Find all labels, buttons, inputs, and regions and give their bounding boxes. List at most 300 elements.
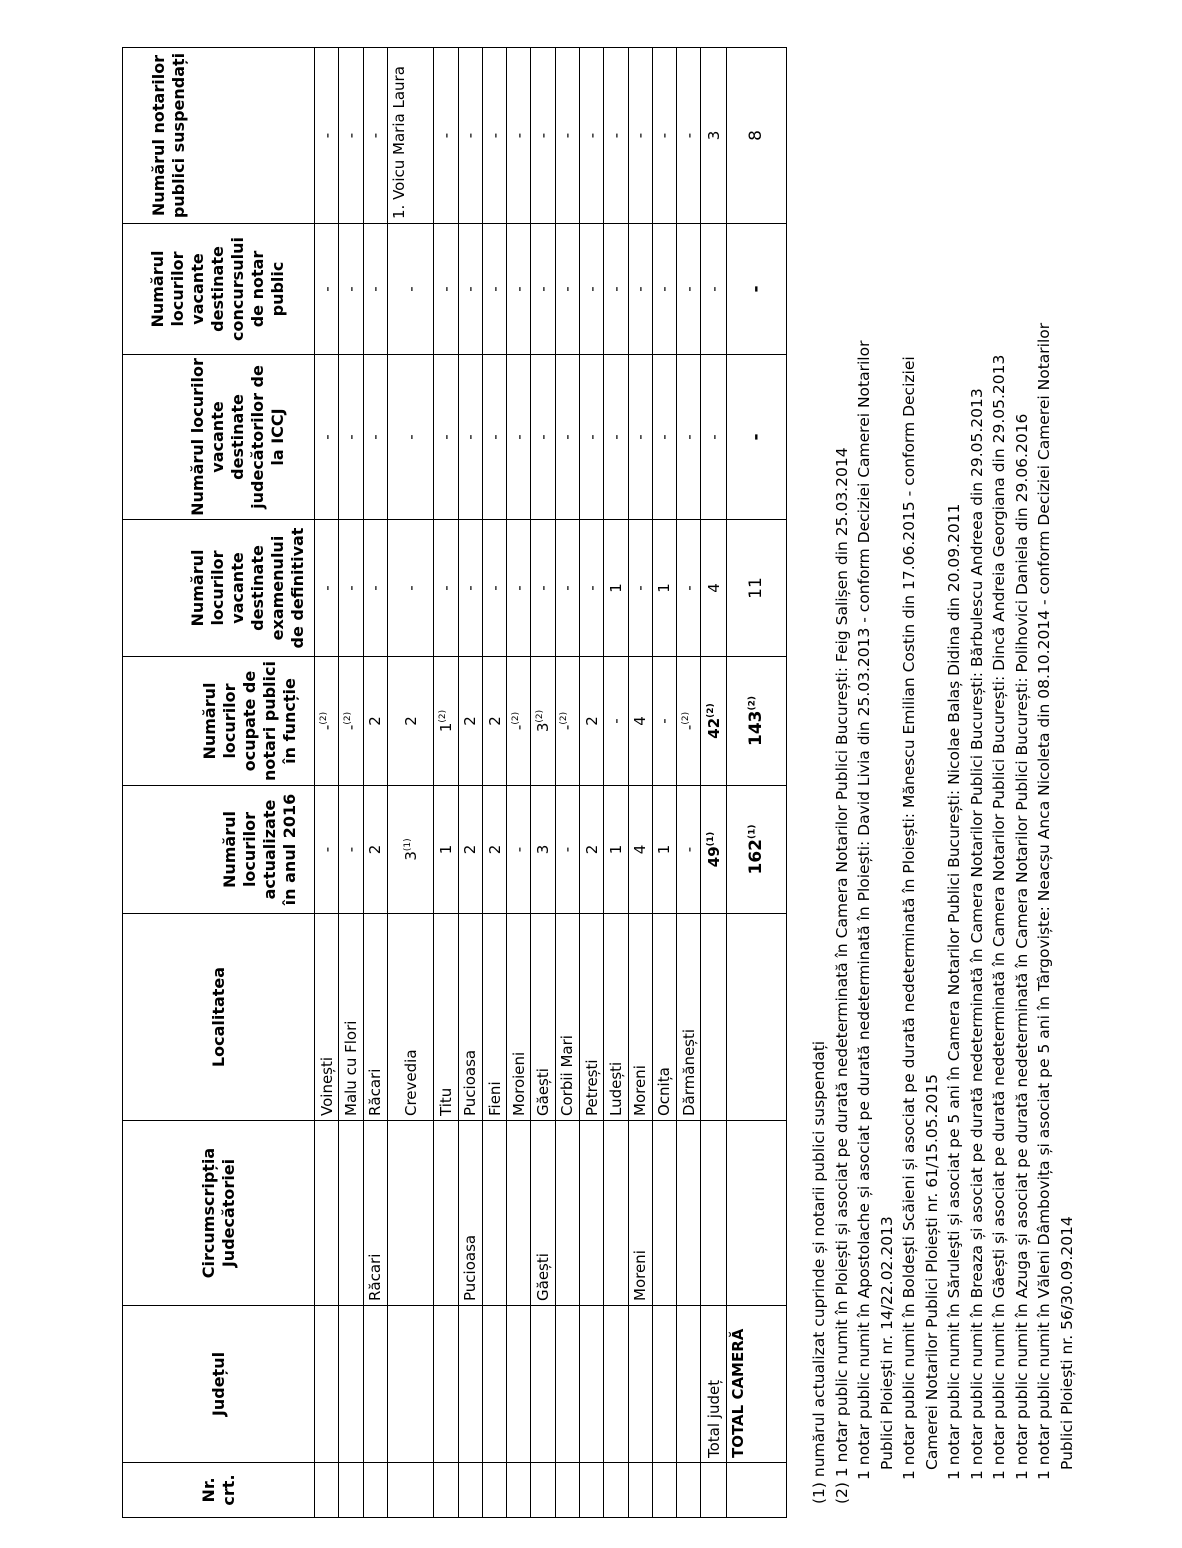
total-judet-ocupate-value: 42 [704, 717, 723, 739]
cell-ocupate-value: 2 [461, 716, 480, 726]
total-judet-concurs-value: - [704, 286, 723, 292]
header-localitatea: Localitatea [123, 914, 315, 1121]
cell-suspendati-value: - [655, 132, 674, 139]
table-row [387, 48, 433, 1518]
cell-actualizate-value: 2 [461, 844, 480, 855]
cell-concurs-value: - [461, 286, 480, 292]
cell-concurs-value: - [606, 286, 625, 292]
cell-ocupate [482, 657, 506, 786]
cell-concurs-value: - [509, 286, 528, 292]
total-judet-row [701, 48, 726, 1518]
total-judet-suspendati-value: 3 [704, 130, 723, 141]
cell-nr [434, 1463, 458, 1518]
total-camera-actualizate-note-ref: (1) [747, 824, 758, 839]
cell-concurs-value: - [317, 286, 336, 292]
cell-ocupate-value: 2 [366, 716, 385, 726]
cell-suspendati-value: - [679, 132, 698, 139]
cell-ocupate [531, 657, 555, 786]
total-judet-label [701, 1306, 726, 1463]
cell-ocupate [677, 657, 701, 786]
table-row [434, 48, 458, 1518]
header-iccj: Numărul locurilor vacante destinate judecătorilor de la ICCJ [123, 355, 315, 520]
cell-localitatea [434, 914, 458, 1121]
table-row [531, 48, 555, 1518]
cell-suspendati [507, 48, 531, 224]
cell-localitatea-value: Ludești [606, 1061, 625, 1116]
cell-ocupate [579, 657, 603, 786]
cell-localitatea-value: Găești [534, 1068, 553, 1116]
cell-suspendati-value: 1. Voicu Maria Laura [389, 66, 408, 219]
footnote-2-line: 1 notar public numit în Breaza și asociat pe durată nedeterminată în Camera Notarilor Publici București: Bărbulescu Andreea din 29.05.2013 [967, 388, 986, 1480]
cell-ocupate [507, 657, 531, 786]
cell-suspendati-value: - [461, 132, 480, 139]
cell-localitatea [531, 914, 555, 1121]
cell-actualizate-value: 4 [631, 844, 650, 855]
cell-iccj [555, 355, 579, 520]
total-camera-suspendati [726, 48, 786, 224]
cell-ocupate-note-ref: (2) [342, 711, 353, 725]
cell-suspendati [555, 48, 579, 224]
cell-ocupate [628, 657, 652, 786]
cell-examen [652, 520, 676, 657]
header-judet: Județul [123, 1306, 315, 1463]
cell-concurs [677, 224, 701, 355]
cell-judet [363, 1306, 387, 1463]
cell-examen [677, 520, 701, 657]
cell-iccj-value: - [366, 434, 385, 440]
table-row [363, 48, 387, 1518]
footnote-2-line: Publici Ploiești nr. 14/22.02.2013 [877, 1216, 896, 1470]
cell-actualizate [387, 786, 433, 914]
cell-actualizate [434, 786, 458, 914]
cell-iccj-value: - [631, 434, 650, 440]
cell-ocupate-note-ref: (2) [680, 711, 691, 725]
cell-iccj-value: - [606, 434, 625, 440]
total-camera-iccj [726, 355, 786, 520]
cell-actualizate [339, 786, 363, 914]
cell-iccj-value: - [436, 434, 455, 440]
cell-judet [652, 1306, 676, 1463]
cell-examen-value: 1 [606, 583, 625, 593]
cell-circumscriptia [652, 1121, 676, 1306]
cell-ocupate [458, 657, 482, 786]
table-header-row [123, 48, 315, 1518]
cell-localitatea-value: Voinești [317, 1056, 336, 1116]
cell-suspendati [363, 48, 387, 224]
cell-examen-value: - [401, 585, 420, 591]
cell-localitatea-value: Pucioasa [461, 1049, 480, 1116]
cell-concurs-value: - [401, 286, 420, 292]
cell-iccj [507, 355, 531, 520]
cell-concurs [315, 224, 339, 355]
cell-actualizate [531, 786, 555, 914]
cell-concurs-value: - [631, 286, 650, 292]
cell-circumscriptia [555, 1121, 579, 1306]
total-judet-ocupate [701, 657, 726, 786]
cell-localitatea-value: Răcari [366, 1068, 385, 1116]
cell-suspendati [531, 48, 555, 224]
cell-nr [458, 1463, 482, 1518]
cell-nr [315, 1463, 339, 1518]
table-row [507, 48, 531, 1518]
total-camera-row [726, 48, 786, 1518]
cell-circumscriptia [458, 1121, 482, 1306]
total-judet-examen [701, 520, 726, 657]
cell-actualizate-value: - [509, 846, 528, 853]
cell-ocupate-value: - [655, 718, 674, 724]
cell-circumscriptia [677, 1121, 701, 1306]
table-row [339, 48, 363, 1518]
cell-localitatea [507, 914, 531, 1121]
footnote-2-line: 1 notar public numit în Găești și asociat pe durată nedeterminată în Camera Notarilor Publici București: Dincă Andreia Georgiana din 29.05.2013 [990, 354, 1008, 1480]
cell-circumscriptia [507, 1121, 531, 1306]
header-circumscriptia: Circumscripția Judecătoriei [123, 1121, 315, 1306]
cell-examen [315, 520, 339, 657]
header-suspendati: Numărul notarilor publici suspendați [123, 48, 315, 224]
cell-examen [434, 520, 458, 657]
header-ocupate: Numărul locurilor ocupate de notari publici în funcție [123, 657, 315, 786]
cell-examen [458, 520, 482, 657]
cell-iccj [363, 355, 387, 520]
cell-iccj [434, 355, 458, 520]
cell-ocupate-value: - [606, 718, 625, 724]
cell-suspendati-value: - [436, 132, 455, 139]
cell-nr [387, 1463, 433, 1518]
cell-examen-value: - [341, 585, 360, 591]
cell-suspendati-value: - [366, 132, 385, 139]
cell-iccj-value: - [655, 434, 674, 440]
cell-localitatea [579, 914, 603, 1121]
cell-iccj [387, 355, 433, 520]
cell-concurs [458, 224, 482, 355]
cell-localitatea-value: Titu [436, 1087, 455, 1116]
cell-judet [315, 1306, 339, 1463]
cell-judet [458, 1306, 482, 1463]
cell-judet [507, 1306, 531, 1463]
cell-circumscriptia [339, 1121, 363, 1306]
cell-actualizate-value: 3 [534, 844, 553, 855]
cell-examen [363, 520, 387, 657]
cell-ocupate-value: 1 [436, 722, 455, 733]
cell-ocupate [387, 657, 433, 786]
header-actualizate: Numărul locurilor actualizate în anul 2016 [123, 786, 315, 914]
cell-localitatea-value: Petrești [582, 1059, 601, 1116]
cell-nr [726, 1463, 786, 1518]
cell-iccj-value: - [558, 434, 577, 440]
cell-judet [339, 1306, 363, 1463]
cell-actualizate-value: - [558, 846, 577, 853]
cell-ocupate-note-ref: (2) [437, 709, 448, 723]
total-camera-suspendati-value: 8 [746, 130, 767, 141]
cell-nr [555, 1463, 579, 1518]
cell-localitatea [555, 914, 579, 1121]
total-camera-concurs-value: - [746, 285, 767, 293]
cell-judet [387, 1306, 433, 1463]
cell-circumscriptia [315, 1121, 339, 1306]
cell-nr [339, 1463, 363, 1518]
total-camera-label-value: TOTAL CAMERĂ [728, 1328, 747, 1458]
cell-examen [604, 520, 628, 657]
cell-examen [482, 520, 506, 657]
cell-localitatea [701, 914, 726, 1121]
total-camera-concurs [726, 224, 786, 355]
total-camera-actualizate-value: 162 [746, 839, 767, 875]
cell-circumscriptia [579, 1121, 603, 1306]
cell-actualizate [628, 786, 652, 914]
total-judet-label-value: Total județ [704, 1379, 723, 1458]
cell-localitatea [628, 914, 652, 1121]
cell-circumscriptia [387, 1121, 433, 1306]
cell-examen-value: - [558, 585, 577, 591]
cell-actualizate [507, 786, 531, 914]
table-row [482, 48, 506, 1518]
cell-suspendati-value: - [534, 132, 553, 139]
total-judet-iccj-value: - [704, 434, 723, 440]
cell-suspendati [434, 48, 458, 224]
cell-circumscriptia-value: Răcari [366, 1253, 385, 1301]
total-camera-ocupate-value: 143 [746, 710, 767, 746]
cell-judet [434, 1306, 458, 1463]
cell-iccj-value: - [509, 434, 528, 440]
cell-nr [677, 1463, 701, 1518]
cell-ocupate-value: - [509, 724, 528, 731]
cell-nr [531, 1463, 555, 1518]
footnotes [808, 34, 1078, 1504]
cell-localitatea-value: Corbii Mari [558, 1035, 577, 1116]
total-judet-ocupate-note-ref: (2) [705, 703, 716, 718]
cell-iccj-value: - [485, 434, 504, 440]
cell-concurs-value: - [558, 286, 577, 292]
cell-circumscriptia [482, 1121, 506, 1306]
cell-judet [482, 1306, 506, 1463]
cell-circumscriptia [604, 1121, 628, 1306]
cell-circumscriptia-value: Pucioasa [461, 1234, 480, 1301]
footnote-2-line: 1 notar public numit în Văleni Dâmbovița și asociat pe 5 ani în Târgoviște: Neacșu Anca Nicoleta din 08.10.2014 - conform Deciziei Camerei Notarilor [1035, 322, 1053, 1480]
cell-nr [507, 1463, 531, 1518]
cell-nr [579, 1463, 603, 1518]
cell-localitatea-value: Fieni [485, 1081, 504, 1116]
cell-actualizate-value: 2 [485, 844, 504, 855]
cell-suspendati-value: - [317, 132, 336, 139]
cell-examen-value: - [461, 585, 480, 591]
cell-examen [555, 520, 579, 657]
cell-examen-value: - [436, 585, 455, 591]
cell-suspendati-value: - [582, 132, 601, 139]
cell-suspendati [387, 48, 433, 224]
cell-iccj [531, 355, 555, 520]
footnote-1: (1) numărul actualizat cuprinde și notarii publici suspendați [810, 1040, 828, 1504]
cell-examen-value: 1 [655, 583, 674, 593]
cell-localitatea [458, 914, 482, 1121]
cell-localitatea [652, 914, 676, 1121]
cell-examen-value: - [317, 585, 336, 591]
cell-concurs [507, 224, 531, 355]
cell-examen-value: - [509, 585, 528, 591]
footnote-2-line: Publici Ploiești nr. 56/30.09.2014 [1057, 1216, 1076, 1470]
cell-suspendati [339, 48, 363, 224]
cell-actualizate-value: 2 [366, 844, 385, 855]
cell-localitatea [726, 914, 786, 1121]
cell-localitatea-value: Moreni [631, 1065, 650, 1116]
cell-iccj-value: - [401, 434, 420, 440]
cell-ocupate [555, 657, 579, 786]
cell-actualizate-value: 1 [655, 844, 674, 855]
cell-circumscriptia [363, 1121, 387, 1306]
cell-judet [531, 1306, 555, 1463]
cell-ocupate [363, 657, 387, 786]
footnote-2-line: 1 notar public numit în Apostolache și asociat pe durată nedeterminată în Ploiești: David Livia din 25.03.2013 - conform Deciziei Camerei Notarilor [855, 340, 873, 1480]
cell-localitatea-value: Crevedia [401, 1049, 420, 1116]
cell-actualizate [315, 786, 339, 914]
cell-ocupate-value: - [341, 724, 360, 731]
cell-examen-value: - [582, 585, 601, 591]
cell-concurs-value: - [679, 286, 698, 292]
cell-examen [579, 520, 603, 657]
cell-localitatea [315, 914, 339, 1121]
cell-suspendati [628, 48, 652, 224]
cell-suspendati [652, 48, 676, 224]
table-row [677, 48, 701, 1518]
cell-iccj [652, 355, 676, 520]
cell-nr [363, 1463, 387, 1518]
cell-examen [339, 520, 363, 657]
cell-iccj [628, 355, 652, 520]
cell-examen-value: - [679, 585, 698, 591]
cell-suspendati [604, 48, 628, 224]
cell-suspendati-value: - [485, 132, 504, 139]
cell-circumscriptia [701, 1121, 726, 1306]
cell-suspendati-value: - [341, 132, 360, 139]
header-examen: Numărul locurilor vacante destinate examenului de definitivat [123, 520, 315, 657]
cell-localitatea-value: Dărmănești [679, 1028, 698, 1116]
footnote-2-line: 1 notar public numit în Săruleşti și asociat pe 5 ani în Camera Notarilor Publici București: Nicolae Balaș Didina din 20.09.2011 [945, 503, 963, 1480]
cell-concurs [555, 224, 579, 355]
cell-circumscriptia-value: Moreni [631, 1250, 650, 1301]
cell-ocupate-value: 2 [485, 716, 504, 726]
cell-ocupate-value: 4 [631, 716, 650, 726]
cell-concurs [363, 224, 387, 355]
cell-suspendati [458, 48, 482, 224]
cell-iccj [315, 355, 339, 520]
cell-concurs-value: - [485, 286, 504, 292]
cell-localitatea-value: Ocnița [655, 1067, 674, 1116]
cell-examen [507, 520, 531, 657]
cell-actualizate-value: 1 [606, 844, 625, 855]
cell-nr [482, 1463, 506, 1518]
table-body [315, 48, 787, 1518]
cell-actualizate-note-ref: (1) [402, 838, 413, 852]
cell-actualizate-value: - [317, 846, 336, 853]
cell-ocupate [434, 657, 458, 786]
table-row [579, 48, 603, 1518]
cell-actualizate-value: 2 [582, 844, 601, 855]
cell-suspendati-value: - [558, 132, 577, 139]
cell-iccj [482, 355, 506, 520]
cell-actualizate [458, 786, 482, 914]
cell-iccj [458, 355, 482, 520]
cell-judet [628, 1306, 652, 1463]
notary-places-table [122, 47, 787, 1518]
cell-ocupate-value: 2 [582, 716, 601, 726]
cell-judet [579, 1306, 603, 1463]
cell-iccj [339, 355, 363, 520]
cell-actualizate [677, 786, 701, 914]
cell-localitatea [387, 914, 433, 1121]
cell-iccj-value: - [341, 434, 360, 440]
cell-localitatea [339, 914, 363, 1121]
cell-concurs [604, 224, 628, 355]
cell-ocupate [652, 657, 676, 786]
cell-actualizate [555, 786, 579, 914]
footnote-2-line: 1 notar public numit în Azuga și asociat pe durată nedeterminată în Camera Notarilor Publici București: Polihovici Daniela din 29.06.2016 [1012, 413, 1031, 1480]
cell-judet [604, 1306, 628, 1463]
cell-localitatea [363, 914, 387, 1121]
cell-circumscriptia [628, 1121, 652, 1306]
total-judet-actualizate [701, 786, 726, 914]
footnote-2-line: 1 notar public numit în Boldești Scăieni și asociat pe durată nedeterminată în Ploiești: Mănescu Emilian Costin din 17.06.2015 - conform Deciziei [900, 356, 918, 1480]
cell-examen [387, 520, 433, 657]
cell-actualizate-value: 1 [436, 844, 455, 855]
cell-concurs [628, 224, 652, 355]
cell-concurs [434, 224, 458, 355]
cell-suspendati [677, 48, 701, 224]
cell-localitatea [482, 914, 506, 1121]
cell-ocupate-value: 3 [534, 722, 553, 733]
cell-circumscriptia [531, 1121, 555, 1306]
cell-nr [604, 1463, 628, 1518]
cell-concurs [531, 224, 555, 355]
total-camera-examen [726, 520, 786, 657]
cell-circumscriptia [726, 1121, 786, 1306]
cell-actualizate-value: - [341, 846, 360, 853]
table-row [652, 48, 676, 1518]
cell-concurs-value: - [366, 286, 385, 292]
table-row [604, 48, 628, 1518]
cell-localitatea [604, 914, 628, 1121]
cell-suspendati [315, 48, 339, 224]
cell-actualizate [482, 786, 506, 914]
cell-iccj-value: - [582, 434, 601, 440]
cell-suspendati [482, 48, 506, 224]
cell-examen-value: - [366, 585, 385, 591]
cell-iccj-value: - [534, 434, 553, 440]
cell-examen-value: - [631, 585, 650, 591]
total-camera-label [726, 1306, 786, 1463]
total-judet-concurs [701, 224, 726, 355]
cell-suspendati [579, 48, 603, 224]
cell-ocupate-note-ref: (2) [318, 711, 329, 725]
cell-actualizate-value: 3 [401, 851, 420, 861]
total-judet-examen-value: 4 [704, 583, 723, 593]
cell-ocupate [604, 657, 628, 786]
cell-concurs [652, 224, 676, 355]
table-row [458, 48, 482, 1518]
header-concurs: Numărul locurilor vacante destinate concursului de notar public [123, 224, 315, 355]
cell-actualizate [363, 786, 387, 914]
total-camera-actualizate [726, 786, 786, 914]
total-camera-ocupate-note-ref: (2) [747, 696, 758, 711]
cell-suspendati-value: - [631, 132, 650, 139]
cell-localitatea-value: Malu cu Flori [341, 1020, 360, 1116]
cell-concurs-value: - [534, 286, 553, 292]
cell-ocupate-note-ref: (2) [535, 709, 546, 723]
footnote-2: (2) 1 notar public numit în Ploiești și asociat pe durată nedeterminată în Camera Notarilor Publici București: Feig Salișen din 25.03.2014 [832, 447, 851, 1504]
total-judet-actualizate-value: 49 [704, 846, 723, 868]
cell-circumscriptia-value: Găești [534, 1253, 553, 1301]
cell-ocupate-value: - [317, 724, 336, 731]
table-row [628, 48, 652, 1518]
cell-ocupate-note-ref: (2) [559, 711, 570, 725]
